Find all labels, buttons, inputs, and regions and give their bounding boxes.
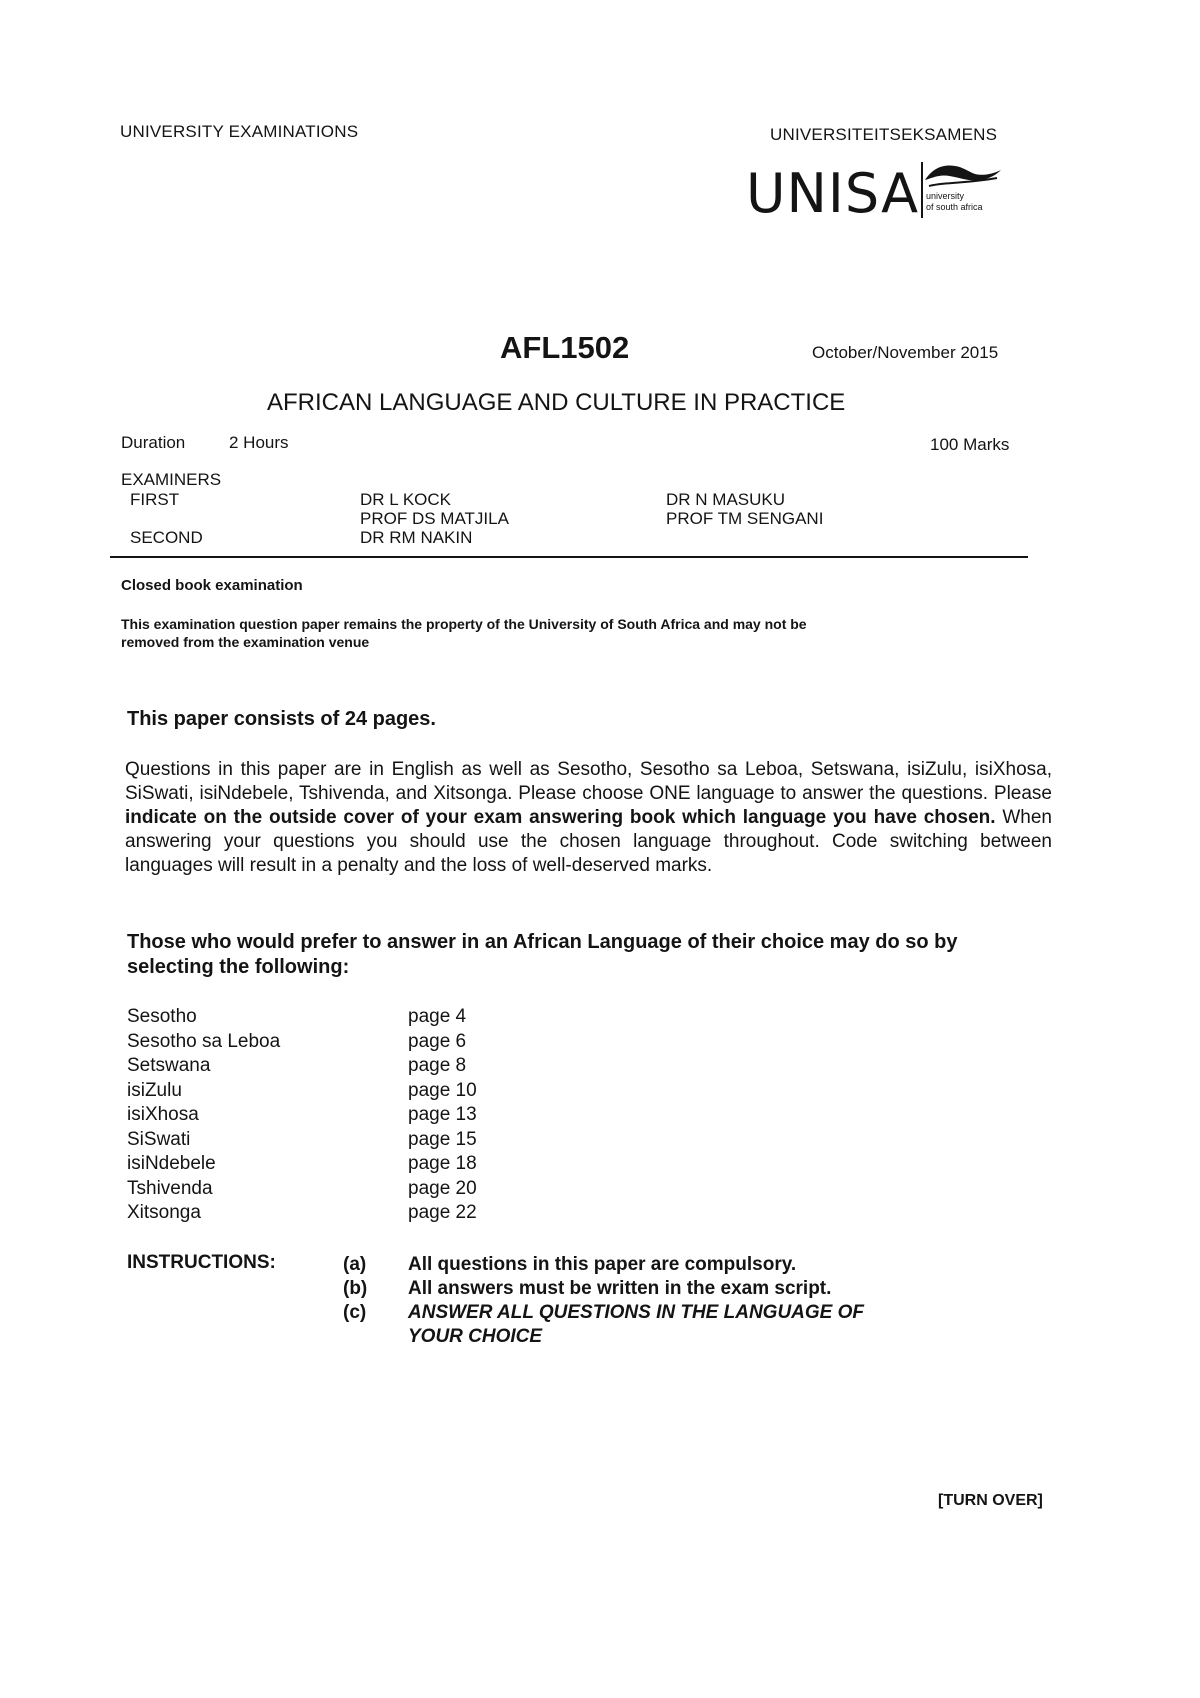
instruction-marker: (c) — [343, 1302, 367, 1323]
language-page: page 15 — [408, 1129, 477, 1150]
language-page: page 13 — [408, 1104, 477, 1125]
examiner-name: DR N MASUKU — [666, 490, 786, 509]
language-name: Xitsonga — [127, 1202, 201, 1223]
language-page: page 8 — [408, 1055, 467, 1076]
closed-book-note: Closed book examination — [121, 577, 303, 594]
language-page: page 10 — [408, 1080, 477, 1101]
bird-icon — [923, 160, 1003, 190]
language-page: page 20 — [408, 1178, 477, 1199]
language-page: page 6 — [408, 1031, 467, 1052]
section-divider — [110, 556, 1028, 558]
total-marks: 100 Marks — [930, 435, 1010, 454]
language-name: Sesotho — [127, 1006, 197, 1027]
duration-label: Duration — [121, 433, 186, 452]
language-page: page 4 — [408, 1006, 467, 1027]
exam-date: October/November 2015 — [812, 343, 999, 362]
paragraph-text: When answering your questions you should use the chosen language throughout. Code switching between languages will result in a penalty and the loss of well-deserved marks. — [125, 807, 1052, 876]
instruction-text: All answers must be written in the exam script. — [408, 1278, 832, 1299]
language-page: page 22 — [408, 1202, 477, 1223]
examiners-first-label: FIRST — [130, 490, 180, 509]
paper-title: AFRICAN LANGUAGE AND CULTURE IN PRACTICE — [267, 389, 846, 416]
examiner-name: DR L KOCK — [360, 490, 452, 509]
instruction-text-continued: YOUR CHOICE — [408, 1326, 543, 1347]
examiners-heading: EXAMINERS — [121, 470, 222, 489]
language-name: Sesotho sa Leboa — [127, 1031, 281, 1052]
instruction-text: All questions in this paper are compulsory. — [408, 1254, 797, 1275]
language-name: isiNdebele — [127, 1153, 216, 1174]
instructions-heading: INSTRUCTIONS: — [127, 1252, 276, 1273]
property-note-line1: This examination question paper remains the property of the University of South Africa and may not be — [121, 616, 807, 632]
duration-value: 2 Hours — [229, 433, 289, 452]
language-name: Setswana — [127, 1055, 211, 1076]
language-page: page 18 — [408, 1153, 477, 1174]
logo-tagline-2: of south africa — [926, 202, 983, 212]
logo-tagline-1: university — [926, 191, 965, 201]
examiners-second-label: SECOND — [130, 528, 203, 547]
paragraph-emphasis: indicate on the outside cover of your exam answering book which language you have chosen. — [125, 807, 996, 828]
examiner-name: DR RM NAKIN — [360, 528, 473, 547]
examiner-name: PROF TM SENGANI — [666, 509, 824, 528]
language-name: Tshivenda — [127, 1178, 213, 1199]
logo-wordmark: UNISA — [746, 162, 920, 225]
language-choice-statement: Those who would prefer to answer in an African Language of their choice may do so by selecting the following: — [127, 931, 958, 978]
paragraph-text: Questions in this paper are in English as well as Sesotho, Sesotho sa Leboa, Setswana, isiZulu, isiXhosa, SiSwati, isiNdebele, Tshivenda, and Xitsonga. Please choose ONE language to answer the questions. Please — [125, 759, 1052, 804]
page-count-statement: This paper consists of 24 pages. — [127, 708, 436, 730]
property-note-line2: removed from the examination venue — [121, 634, 370, 650]
instruction-marker: (b) — [343, 1278, 368, 1299]
turn-over-note: [TURN OVER] — [938, 1492, 1043, 1509]
header-left: UNIVERSITY EXAMINATIONS — [120, 122, 359, 141]
language-instructions-paragraph — [125, 758, 1052, 878]
course-code: AFL1502 — [500, 330, 630, 365]
language-name: isiZulu — [127, 1080, 182, 1101]
examiner-name: PROF DS MATJILA — [360, 509, 509, 528]
language-name: isiXhosa — [127, 1104, 199, 1125]
header-right: UNIVERSITEITSEKSAMENS — [770, 125, 998, 144]
instruction-text: ANSWER ALL QUESTIONS IN THE LANGUAGE OF — [408, 1302, 865, 1323]
language-name: SiSwati — [127, 1129, 191, 1150]
instruction-marker: (a) — [343, 1254, 367, 1275]
